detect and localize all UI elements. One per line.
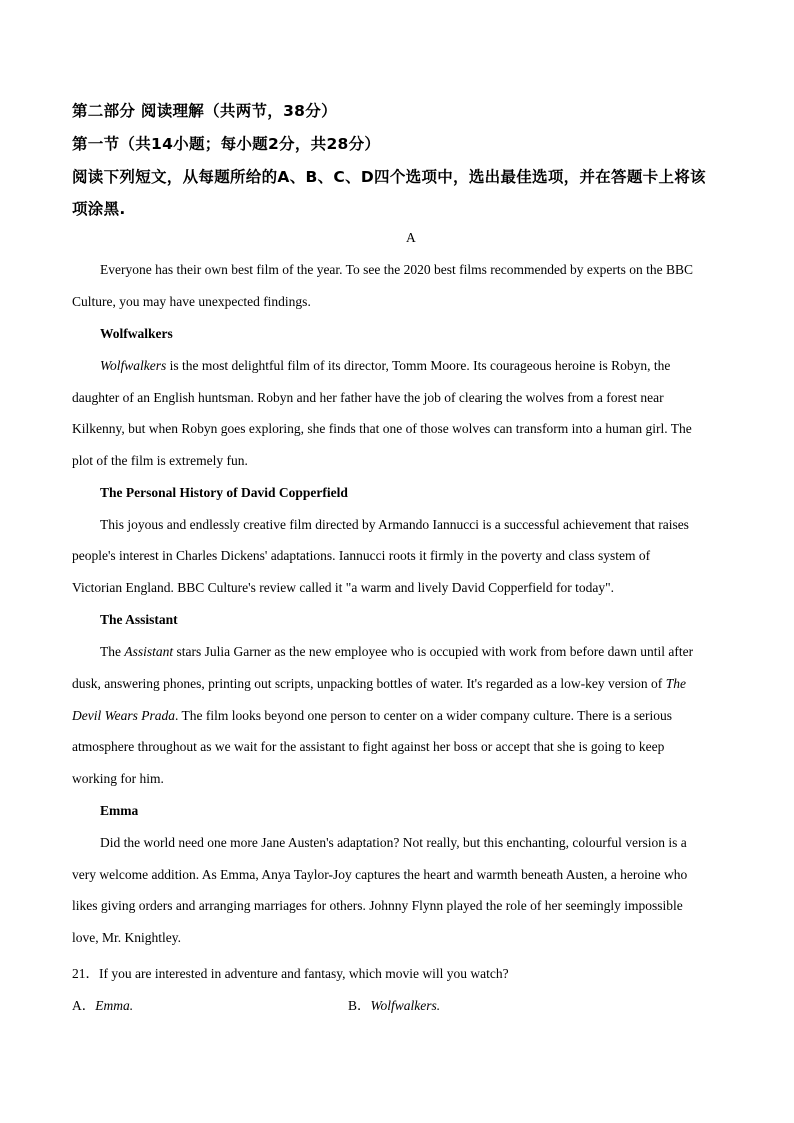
option-a[interactable]: A．Emma.	[72, 998, 134, 1013]
paragraph-line: The Assistant stars Julia Garner as the new employee who is occupied with work from before dawn until after	[100, 644, 694, 659]
instruction-line-1: 阅读下列短文，从每题所给的A、B、C、D四个选项中，选出最佳选项，并在答题卡上将该	[72, 168, 706, 186]
paragraph-line: Devil Wears Prada. The film looks beyond one person to center on a wider company culture. There is a serious	[72, 708, 672, 723]
italic-title: The	[665, 676, 686, 691]
film-title: The Personal History of David Copperfield	[100, 485, 348, 500]
film-title: The Assistant	[100, 612, 178, 627]
part-heading: 第二部分 阅读理解（共两节，38分）	[72, 102, 337, 120]
instruction-line-2: 项涂黑.	[72, 200, 126, 218]
paragraph-line: Victorian England. BBC Culture's review called it "a warm and lively David Copperfield for today".	[72, 580, 615, 595]
paragraph-line: daughter of an English huntsman. Robyn and her father have the job of clearing the wolves from a forest near	[72, 390, 664, 405]
paragraph-line: atmosphere throughout as we wait for the assistant to fight against her boss or accept that she is going to keep	[72, 739, 665, 754]
paragraph-line: Kilkenny, but when Robyn goes exploring, she finds that one of those wolves can transform into a human girl. The	[72, 421, 692, 436]
paragraph-line: very welcome addition. As Emma, Anya Taylor-Joy captures the heart and warmth beneath Austen, a heroine who	[72, 867, 688, 882]
paragraph-line: love, Mr. Knightley.	[72, 930, 181, 945]
passage-label: A	[406, 230, 416, 245]
section-heading: 第一节（共14小题；每小题2分，共28分）	[72, 135, 381, 153]
italic-title: Assistant	[124, 644, 174, 659]
paragraph-line: plot of the film is extremely fun.	[72, 453, 248, 468]
paragraph-line: people's interest in Charles Dickens' adaptations. Iannucci roots it firmly in the poverty and class system of	[72, 548, 651, 563]
paragraph-line: Wolfwalkers is the most delightful film of its director, Tomm Moore. Its courageous heroine is Robyn, the	[100, 358, 671, 373]
intro-line: Everyone has their own best film of the year. To see the 2020 best films recommended by experts on the BBC	[100, 262, 694, 277]
italic-title: Wolfwalkers	[100, 358, 167, 373]
italic-title: Devil Wears Prada	[72, 708, 175, 723]
film-title: Wolfwalkers	[100, 326, 173, 341]
intro-line: Culture, you may have unexpected findings.	[72, 294, 311, 309]
paragraph-line: dusk, answering phones, printing out scripts, unpacking bottles of water. It's regarded as a low-key version of The	[72, 676, 686, 691]
question-stem: 21．If you are interested in adventure and fantasy, which movie will you watch?	[72, 966, 509, 981]
option-b[interactable]: B．Wolfwalkers.	[348, 998, 441, 1013]
paragraph-line: working for him.	[72, 771, 164, 786]
paragraph-line: Did the world need one more Jane Austen's adaptation? Not really, but this enchanting, colourful version is a	[100, 835, 687, 850]
film-title: Emma	[100, 803, 139, 818]
paragraph-line: likes giving orders and arranging marriages for others. Johnny Flynn played the role of her seemingly impossible	[72, 898, 683, 913]
paragraph-line: This joyous and endlessly creative film directed by Armando Iannucci is a successful achievement that raises	[100, 517, 689, 532]
